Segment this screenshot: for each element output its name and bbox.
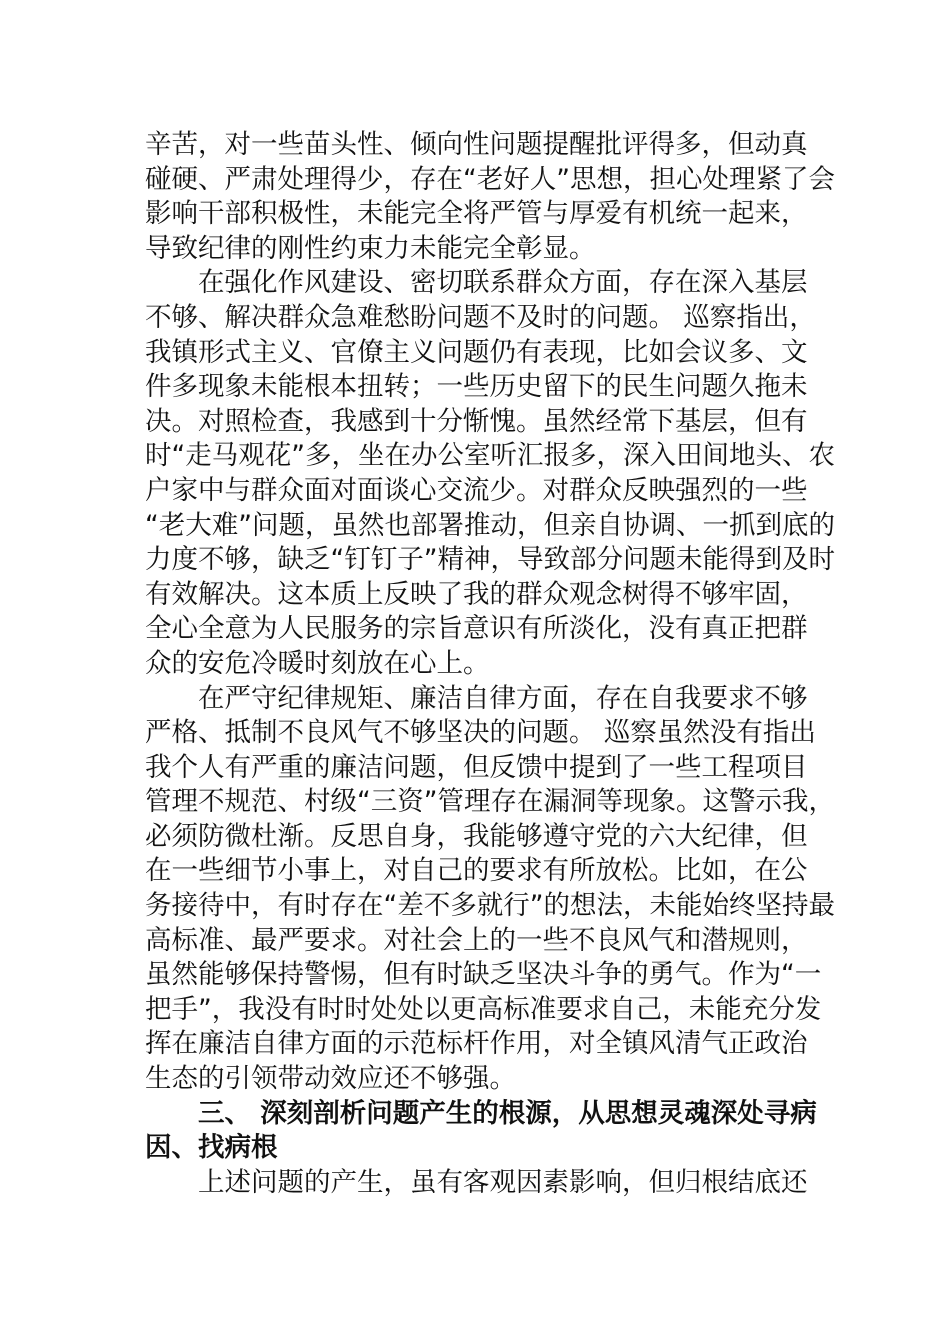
text-line: 户家中与群众面对面谈心交流少。对群众反映强烈的一些 [145, 474, 808, 506]
text-line: 虽然能够保持警惕，但有时缺乏坚决斗争的勇气。作为“一 [145, 959, 822, 991]
paragraph-discipline-enforcement [145, 128, 835, 266]
text-line: 影响干部积极性，未能完全将严管与厚爱有机统一起来， [145, 198, 808, 230]
text-line: 全心全意为人民服务的宗旨意识有所淡化，没有真正把群 [145, 613, 808, 645]
text-line: 生态的引领带动效应还不够强。 [145, 1063, 516, 1095]
text-line: 时“走马观花”多，坐在办公室听汇报多，深入田间地头、农 [145, 440, 835, 472]
text-line: 有效解决。这本质上反映了我的群众观念树得不够牢固， [145, 578, 808, 610]
text-line: 务接待中，有时存在“差不多就行”的想法，未能始终坚持最 [145, 890, 835, 922]
heading-line: 三、 深刻剖析问题产生的根源，从思想灵魂深处寻病 [198, 1097, 817, 1129]
text-line: 力度不够，缺乏“钉钉子”精神，导致部分问题未能得到及时 [145, 544, 835, 576]
text-line: 把手”，我没有时时处处以更高标准要求自己，未能充分发 [145, 993, 822, 1025]
text-line: 导致纪律的刚性约束力未能完全彰显。 [145, 232, 596, 264]
paragraph-integrity [145, 682, 835, 1097]
section-heading-three [145, 1097, 817, 1166]
text-line: 必须防微杜渐。反思自身，我能够遵守党的六大纪律，但 [145, 820, 808, 852]
text-line: 挥在廉洁自律方面的示范标杆作用，对全镇风清气正政治 [145, 1028, 808, 1060]
paragraph-root-causes [145, 1166, 807, 1201]
text-line: 决。对照检查，我感到十分惭愧。虽然经常下基层，但有 [145, 405, 808, 437]
text-line: 众的安危冷暖时刻放在心上。 [145, 647, 490, 679]
paragraph-work-style [145, 266, 835, 681]
text-line: 严格、抵制不良风气不够坚决的问题。 巡察虽然没有指出 [145, 717, 816, 749]
text-line: 我个人有严重的廉洁问题，但反馈中提到了一些工程项目 [145, 751, 808, 783]
heading-line: 因、找病根 [145, 1132, 278, 1164]
text-line: 辛苦，对一些苗头性、倾向性问题提醒批评得多，但动真 [145, 129, 808, 160]
text-line: 碰硬、严肃处理得少，存在“老好人”思想，担心处理紧了会 [145, 163, 835, 195]
text-line: 上述问题的产生，虽有客观因素影响，但归根结底还 [198, 1166, 808, 1198]
text-line: 不够、解决群众急难愁盼问题不及时的问题。 巡察指出， [145, 301, 816, 333]
text-line: 件多现象未能根本扭转；一些历史留下的民生问题久拖未 [145, 371, 808, 403]
text-line: 管理不规范、村级“三资”管理存在漏洞等现象。这警示我， [145, 786, 835, 818]
text-line: 我镇形式主义、官僚主义问题仍有表现，比如会议多、文 [145, 336, 808, 368]
text-line: 在强化作风建设、密切联系群众方面，存在深入基层 [198, 267, 808, 299]
text-line: 在严守纪律规矩、廉洁自律方面，存在自我要求不够 [198, 682, 808, 714]
text-line: 高标准、最严要求。对社会上的一些不良风气和潜规则， [145, 924, 808, 956]
text-line: “老大难”问题，虽然也部署推动，但亲自协调、一抓到底的 [145, 509, 835, 541]
document-page [145, 128, 835, 1200]
text-line: 在一些细节小事上，对自己的要求有所放松。比如，在公 [145, 855, 808, 887]
